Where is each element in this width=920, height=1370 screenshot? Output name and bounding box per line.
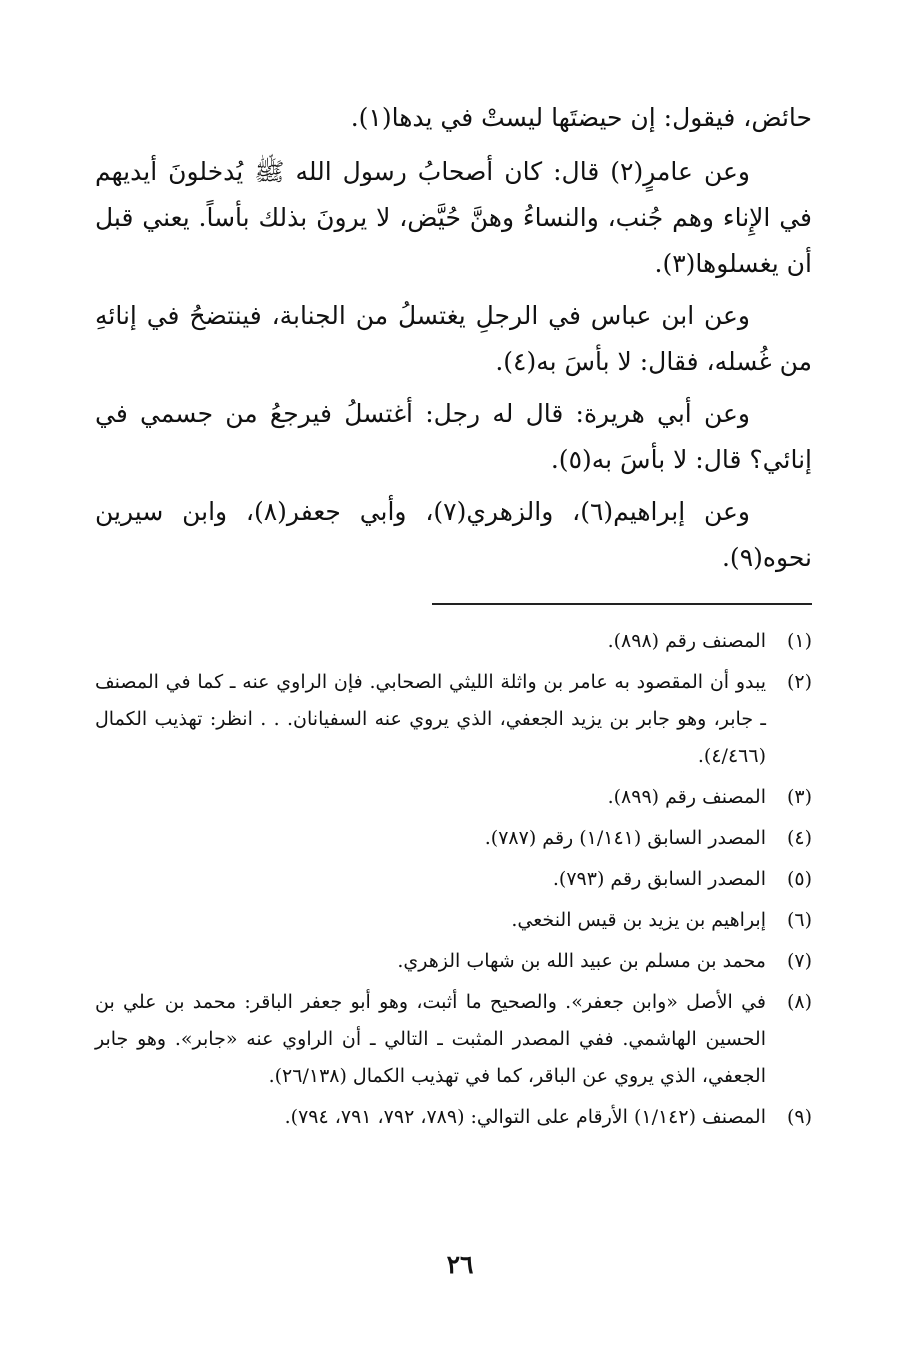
paragraph-abu-hurayra: وعن أبي هريرة: قال له رجل: أغتسلُ فيرجعُ من جسمي في إنائي؟ قال: لا بأسَ به(٥). [95, 399, 812, 474]
footnote [95, 902, 812, 939]
footnote-number: (٤) [786, 827, 812, 849]
footnote-number: (٨) [786, 991, 812, 1013]
footnotes [95, 623, 812, 1136]
footnote [95, 779, 812, 816]
paragraph-continuation: حائض، فيقول: إن حيضتَها ليستْ في يدها(١). [350, 103, 812, 132]
footnote [95, 943, 812, 980]
footnote-text: إبراهيم بن يزيد بن قيس النخعي. [511, 909, 766, 931]
footnote-number: (٧) [786, 950, 812, 972]
footnote [95, 664, 812, 775]
footnote-number: (٢) [786, 671, 812, 693]
footnote-text: المصنف رقم (٨٩٩). [607, 786, 766, 808]
footnote-text: المصنف (١/١٤٢) الأرقام على التوالي: (٧٨٩، ٧٩٢، ٧٩١، ٧٩٤). [284, 1106, 766, 1128]
footnote [95, 820, 812, 857]
footnote-text: في الأصل «وابن جعفر». والصحيح ما أثبت، وهو أبو جعفر الباقر: محمد بن علي بن الحسين الهاشمي. ففي المصدر المثبت ـ التالي ـ أن الراوي عنه «جابر». وهو جابر الجعفي، الذي يروي عن الباقر، كما في تهذيب الكمال (٢٦/١٣٨). [95, 991, 766, 1087]
paragraph-ibn-abbas: وعن ابن عباس في الرجلِ يغتسلُ من الجنابة، فينتضحُ في إنائهِ من غُسله، فقال: لا بأسَ به(٤). [95, 301, 812, 376]
footnote-number: (٩) [786, 1106, 812, 1128]
footnote-divider [432, 603, 812, 605]
footnote-text: المصدر السابق رقم (٧٩٣). [552, 868, 766, 890]
footnote-number: (١) [786, 630, 812, 652]
footnote [95, 623, 812, 660]
paragraph-amir: وعن عامرٍ(٢) قال: كان أصحابُ رسول الله ﷺ يُدخلونَ أيديهم في الإِناء وهم جُنب، والنساءُ وهنَّ حُيَّض، لا يرونَ بذلك بأساً. يعني قبل أن يغسلوها(٣). [95, 157, 812, 278]
footnote-number: (٣) [786, 786, 812, 808]
footnote-number: (٥) [786, 868, 812, 890]
footnote-number: (٦) [786, 909, 812, 931]
page-number: ٢٦ [446, 1250, 474, 1279]
paragraph-ibrahim: وعن إبراهيم(٦)، والزهري(٧)، وأبي جعفر(٨)، وابن سيرين نحوه(٩). [95, 497, 812, 572]
footnote-text: محمد بن مسلم بن عبيد الله بن شهاب الزهري. [397, 950, 766, 972]
footnote [95, 984, 812, 1095]
footnote [95, 861, 812, 898]
main-text [95, 95, 812, 581]
footnote-text: المصدر السابق (١/١٤١) رقم (٧٨٧). [484, 827, 766, 849]
footnote-text: يبدو أن المقصود به عامر بن واثلة الليثي الصحابي. فإن الراوي عنه ـ كما في المصنف ـ جابر، وهو جابر بن يزيد الجعفي، الذي يروي عنه السفيانان. . . انظر: تهذيب الكمال (٤/٤٦٦). [95, 671, 766, 767]
footnote-text: المصنف رقم (٨٩٨). [607, 630, 766, 652]
footnote [95, 1099, 812, 1136]
